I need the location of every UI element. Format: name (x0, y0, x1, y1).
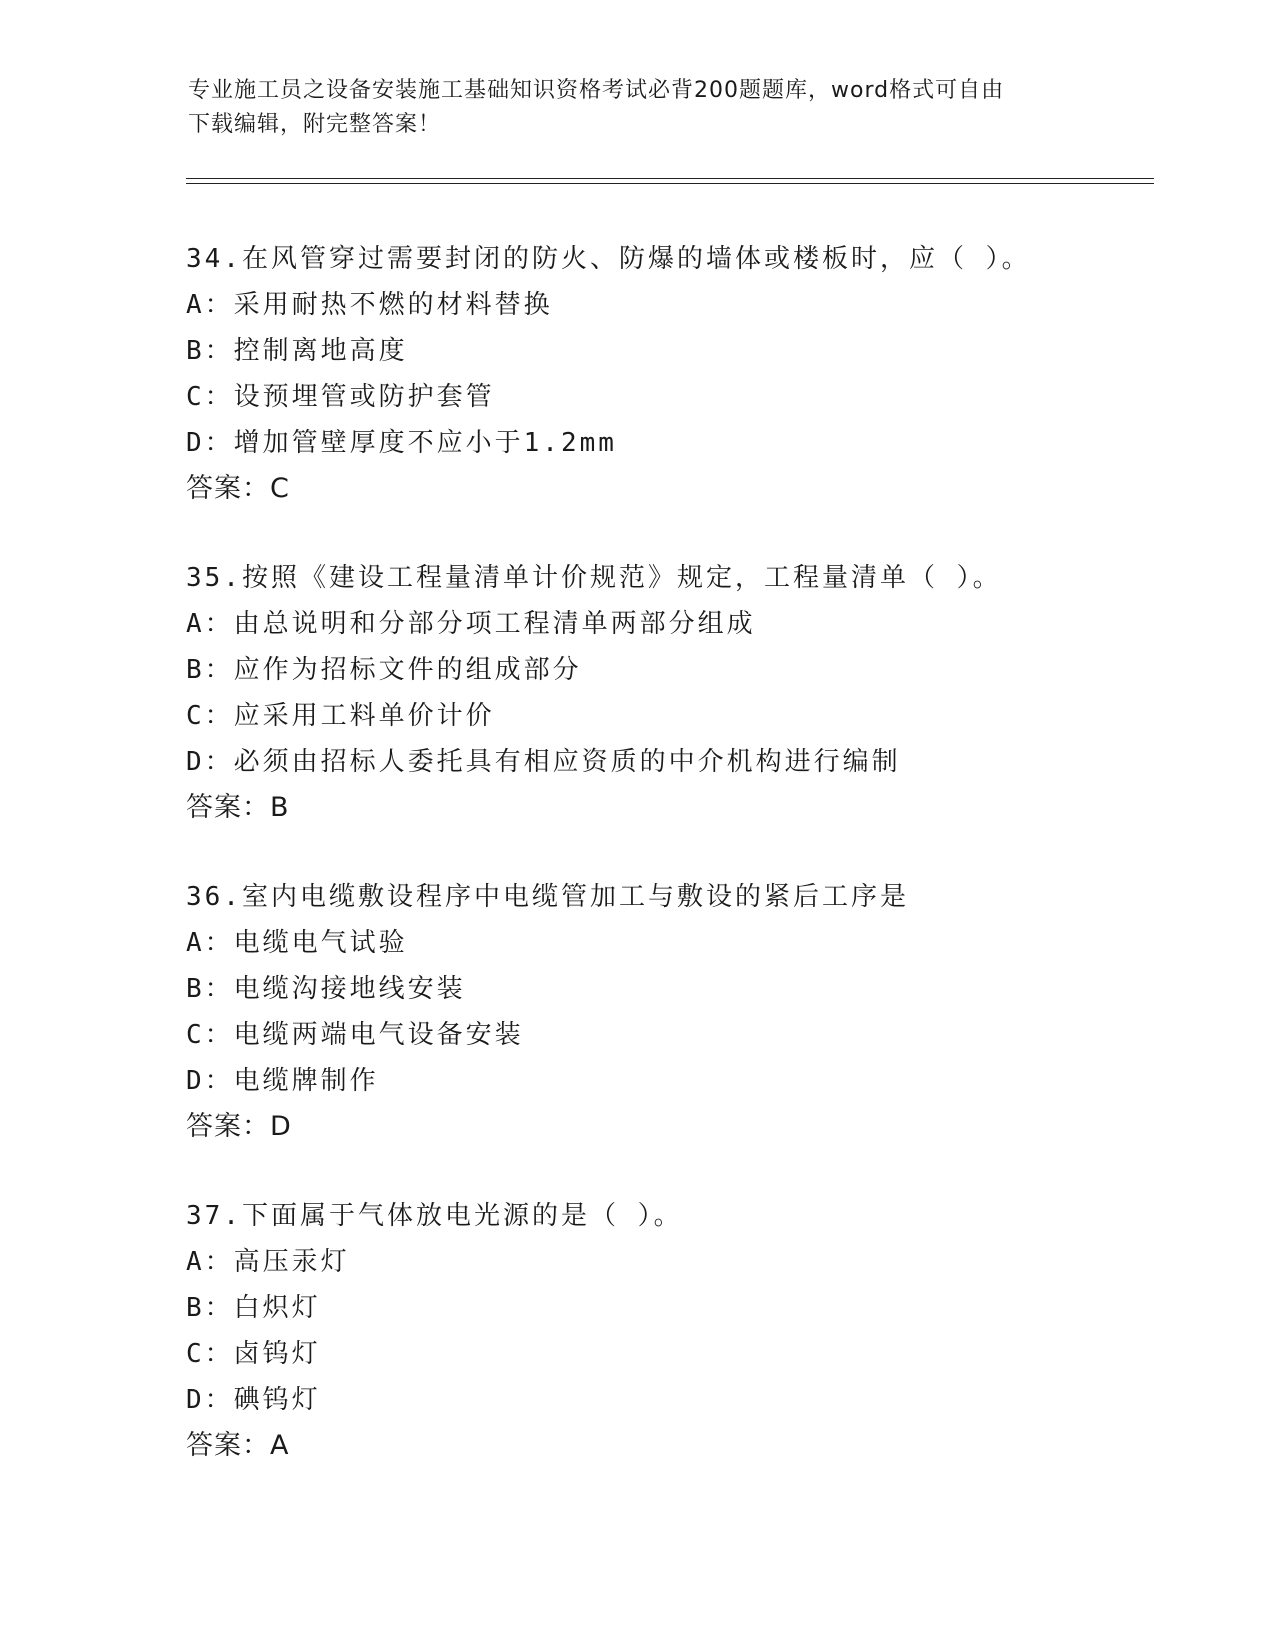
question-35 (186, 555, 1166, 831)
option-b: B：白炽灯 (186, 1293, 321, 1323)
header-divider-top (186, 178, 1154, 179)
question-stem: 37.下面属于气体放电光源的是（ ）。 (186, 1201, 683, 1231)
question-36 (186, 874, 1166, 1150)
option-b: B：控制离地高度 (186, 336, 408, 366)
question-stem: 36.室内电缆敷设程序中电缆管加工与敷设的紧后工序是 (186, 882, 909, 912)
option-d: D：电缆牌制作 (186, 1066, 379, 1096)
question-stem: 34.在风管穿过需要封闭的防火、防爆的墙体或楼板时，应（ ）。 (186, 244, 1031, 274)
answer-text: 答案：C (186, 473, 290, 504)
option-a: A：采用耐热不燃的材料替换 (186, 290, 553, 320)
answer-text: 答案：B (186, 792, 290, 823)
question-34 (186, 236, 1166, 512)
option-a: A：电缆电气试验 (186, 928, 408, 958)
option-c: C：卤钨灯 (186, 1339, 321, 1369)
option-c: C：电缆两端电气设备安装 (186, 1020, 524, 1050)
option-d: D：碘钨灯 (186, 1385, 321, 1415)
option-c: C：应采用工料单价计价 (186, 701, 495, 731)
question-stem: 35.按照《建设工程量清单计价规范》规定，工程量清单（ ）。 (186, 563, 1002, 593)
option-c: C：设预埋管或防护套管 (186, 382, 495, 412)
option-d: D：必须由招标人委托具有相应资质的中介机构进行编制 (186, 747, 901, 777)
document-header (188, 74, 1068, 142)
option-a: A：由总说明和分部分项工程清单两部分组成 (186, 609, 756, 639)
answer-text: 答案：D (186, 1111, 292, 1142)
option-b: B：应作为招标文件的组成部分 (186, 655, 582, 685)
header-line-2: 下载编辑，附完整答案！ (188, 112, 442, 137)
header-line-1: 专业施工员之设备安装施工基础知识资格考试必背200题题库，word格式可自由 (188, 78, 1005, 103)
option-d: D：增加管壁厚度不应小于1.2mm (186, 428, 617, 458)
option-b: B：电缆沟接地线安装 (186, 974, 466, 1004)
option-a: A：高压汞灯 (186, 1247, 350, 1277)
header-divider-bottom (186, 183, 1154, 184)
question-37 (186, 1193, 1166, 1469)
answer-text: 答案：A (186, 1430, 290, 1461)
